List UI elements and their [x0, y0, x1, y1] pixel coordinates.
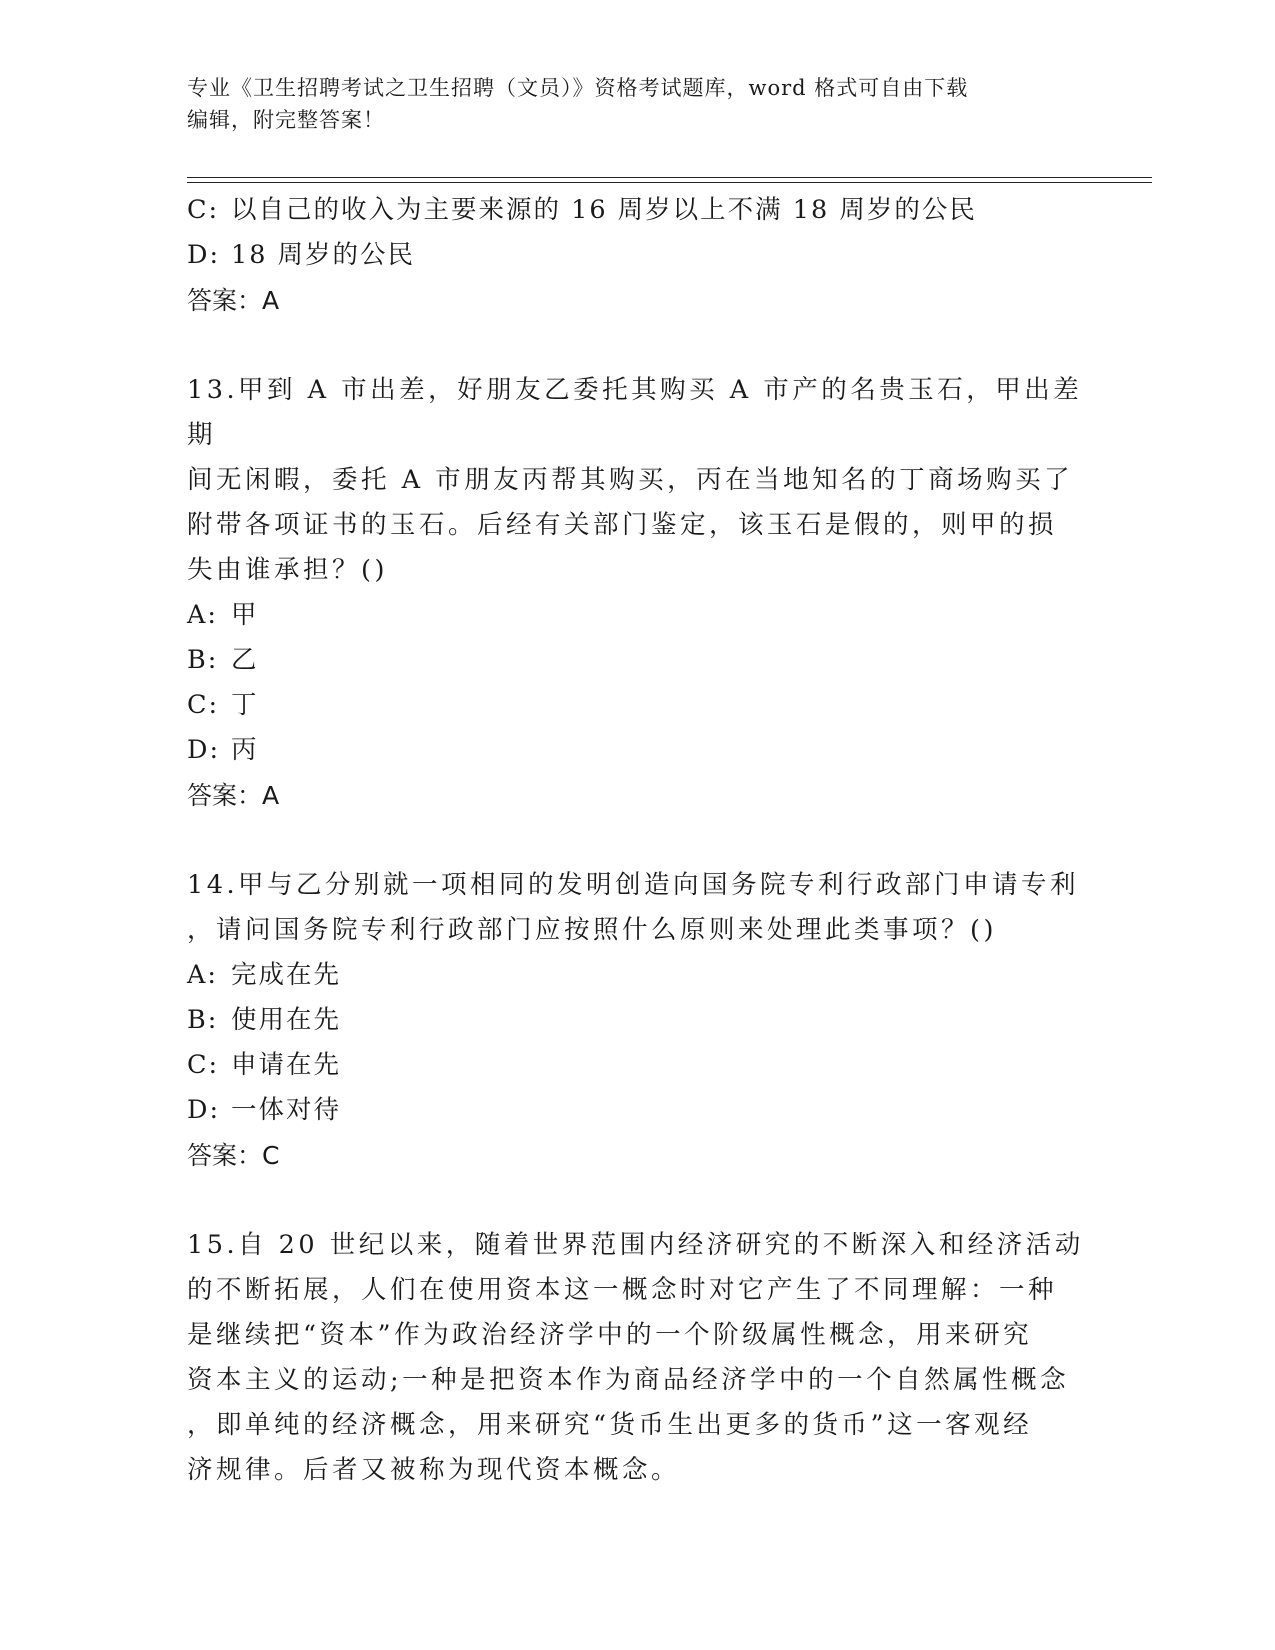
option-label: B: [187, 1005, 219, 1035]
header-title-line-2: 编辑，附完整答案！ [187, 108, 385, 132]
answer-line: 答案：A [187, 286, 280, 315]
stem-line: 14.甲与乙分别就一项相同的发明创造向国务院专利行政部门申请专利 [187, 870, 1080, 900]
question-stem [187, 368, 1087, 593]
stem-line: 是继续把“资本”作为政治经济学中的一个阶级属性概念，用来研究 [187, 1320, 1033, 1350]
stem-line: 附带各项证书的玉石。后经有关部门鉴定，该玉石是假的，则甲的损 [187, 510, 1058, 540]
header-divider-bottom [187, 182, 1152, 183]
question-stem [187, 1223, 1087, 1493]
stem-line: 失由谁承担？() [187, 555, 388, 585]
option-b [187, 998, 1087, 1043]
question-13 [187, 368, 1087, 818]
option-label: A: [187, 600, 219, 630]
option-text: 申请在先 [231, 1050, 342, 1080]
header-title-line-1: 专业《卫生招聘考试之卫生招聘（文员）》资格考试题库，word 格式可自由下载 [187, 76, 969, 100]
stem-line: 资本主义的运动;一种是把资本作为商品经济学中的一个自然属性概念 [187, 1365, 1070, 1395]
option-text: 乙 [231, 645, 259, 675]
option-text: 完成在先 [231, 960, 342, 990]
stem-line: 的不断拓展，人们在使用资本这一概念时对它产生了不同理解：一种 [187, 1275, 1058, 1305]
question-15 [187, 1223, 1087, 1493]
question-12-tail [187, 188, 1087, 323]
option-c [187, 683, 1087, 728]
answer-line: 答案：C [187, 1141, 280, 1170]
header-divider-top [187, 177, 1152, 178]
option-text: 丙 [231, 735, 259, 765]
question-stem [187, 863, 1087, 953]
option-c [187, 188, 1087, 233]
option-label: C: [187, 195, 220, 225]
option-label: D: [187, 240, 221, 270]
option-d [187, 728, 1087, 773]
option-text: 使用在先 [231, 1005, 342, 1035]
document-header [187, 72, 1067, 136]
question-14 [187, 863, 1087, 1178]
stem-line: ，即单纯的经济概念，用来研究“货币生出更多的货币”这一客观经 [187, 1410, 1033, 1440]
option-text: 甲 [231, 600, 259, 630]
option-label: D: [187, 1095, 221, 1125]
option-text: 丁 [231, 690, 259, 720]
answer-line: 答案：A [187, 781, 280, 810]
option-label: C: [187, 690, 220, 720]
option-a [187, 953, 1087, 998]
option-text: 18 周岁的公民 [231, 240, 416, 270]
stem-line: 间无闲暇，委托 A 市朋友丙帮其购买，丙在当地知名的丁商场购买了 [187, 465, 1074, 495]
option-label: C: [187, 1050, 220, 1080]
option-b [187, 638, 1087, 683]
stem-line: 15.自 20 世纪以来，随着世界范围内经济研究的不断深入和经济活动 [187, 1230, 1084, 1260]
option-text: 以自己的收入为主要来源的 16 周岁以上不满 18 周岁的公民 [231, 195, 977, 225]
option-d [187, 1088, 1087, 1133]
stem-line: ，请问国务院专利行政部门应按照什么原则来处理此类事项？() [187, 915, 997, 945]
stem-line: 济规律。后者又被称为现代资本概念。 [187, 1455, 681, 1485]
option-label: B: [187, 645, 219, 675]
stem-line: 13.甲到 A 市出差，好朋友乙委托其购买 A 市产的名贵玉石，甲出差期 [187, 375, 1083, 450]
document-body [187, 188, 1087, 1493]
option-d [187, 233, 1087, 278]
option-text: 一体对待 [231, 1095, 342, 1125]
option-label: D: [187, 735, 221, 765]
option-label: A: [187, 960, 219, 990]
option-a [187, 593, 1087, 638]
option-c [187, 1043, 1087, 1088]
